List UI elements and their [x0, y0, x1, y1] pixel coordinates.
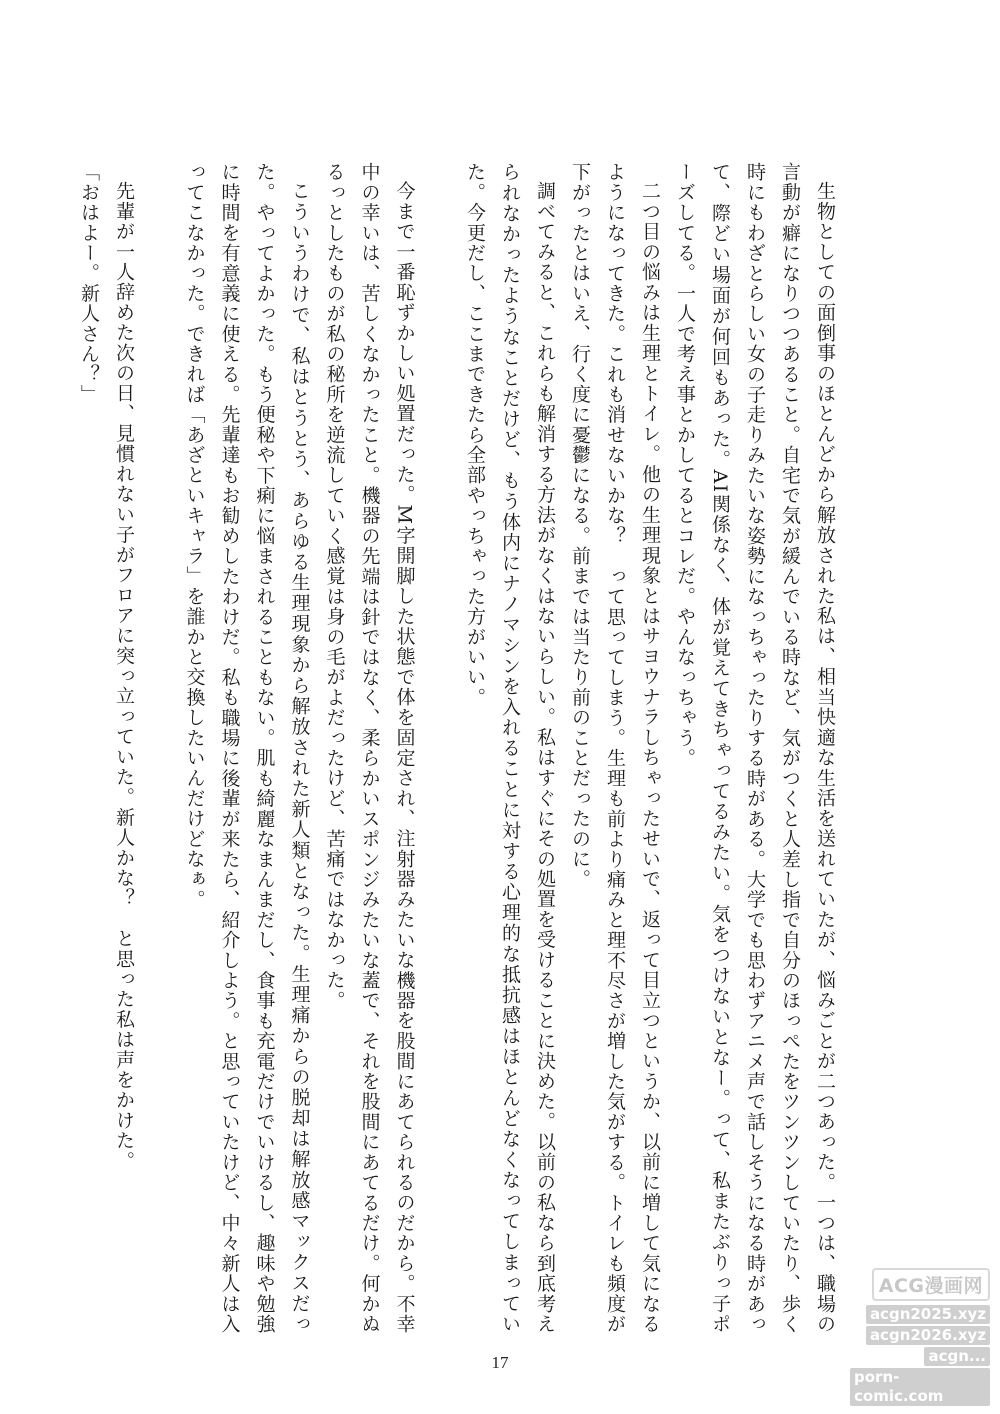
paragraph-6: 先輩が一人辞めた次の日、見慣れない子がフロアに突っ立っていた。新人かな？ と思った私は声をかけた。: [113, 181, 135, 1171]
dialogue-line: 「おはよー。新人さん？」: [78, 162, 100, 405]
paragraph-1: 生物としての面倒事のほとんどから解放された私は、相当快適な生活を送れていたが、悩みごとが二つあった。一つは、職場の言動が癖になりつつあること。自宅で気が緩んでいる時など、気がつくと人差し指で自分のほっぺたをツンツンしていたり、歩く時にもわざとらしい女の子走りみたいな姿勢になっちゃったりする時がある。大学でも思わずアニメ声で話しそうになる時があって、際どい場面が何回もあった。AI関係なく、体が覚えてきちゃってるみたい。気をつけないとなー。って、私またぶりっ子ポーズしてる。一人で考え事とかしてるとコレだ。やんなっちゃう。: [674, 162, 836, 1334]
paragraph-4: 今まで一番恥ずかしい処置だった。M字開脚した状態で体を固定され、注射器みたいな機器を股間にあてられるのだから。不幸中の幸いは、苦しくなかったこと。機器の先端は針ではなく、柔らかいスポンジみたいな蓋で、それを股間にあてるだけ。何かぬるっとしたものが私の秘所を逆流していく感覚は身の毛がよだったけど、苦痛ではなかった。: [323, 162, 416, 1334]
watermark-url-4: porn-comic.com: [850, 1368, 990, 1406]
paragraph-5: こういうわけで、私はとうとう、あらゆる生理現象から解放された新人類となった。生理痛からの脱却は解放感マックスだった。やってよかった。もう便秘や下痢に悩まされることもない。肌も綺麗なまんまだし、食事も充電だけでいけるし、趣味や勉強に時間を有意義に使える。先輩達もお勧めしたわけだ。私も職場に後輩が来たら、紹介しよう。と思っていたけど、中々新人は入ってこなかった。できれば「あざといキャラ」を誰かと交換したいんだけどなぁ。: [183, 162, 311, 1334]
watermark-url-1: acgn2025.xyz: [866, 1305, 990, 1324]
watermark-url-3: acgn...: [924, 1347, 990, 1366]
blank-line: [141, 162, 177, 1334]
page-number: 17: [491, 1353, 509, 1372]
watermark-url-2: acgn2026.xyz: [866, 1326, 990, 1345]
watermark: [850, 1268, 990, 1406]
paragraph-2: 二つ目の悩みは生理とトイレ。他の生理現象とはサヨウナラしちゃったせいで、返って目立つというか、以前に増して気になるようになってきた。これも消せないかな？ って思ってしまう。生理も前より痛みと理不尽さが増した気がする。トイレも頻度が下がったとはいえ、行く度に憂鬱になる。前までは当たり前のことだったのに。: [569, 162, 661, 1334]
paragraph-3: 調べてみると、これらも解消する方法がなくはないらしい。私はすぐにその処置を受けることに決めた。以前の私なら到底考えられなかったようなことだけど、もう体内にナノマシンを入れることに対する心理的な抵抗感はほとんどなくなってしまっていた。今更だし、ここまできたら全部やっちゃった方がいい。: [464, 162, 556, 1334]
vertical-text-body: [71, 162, 842, 1334]
watermark-logo: ACG漫画网: [872, 1268, 990, 1301]
blank-line: [422, 162, 458, 1334]
